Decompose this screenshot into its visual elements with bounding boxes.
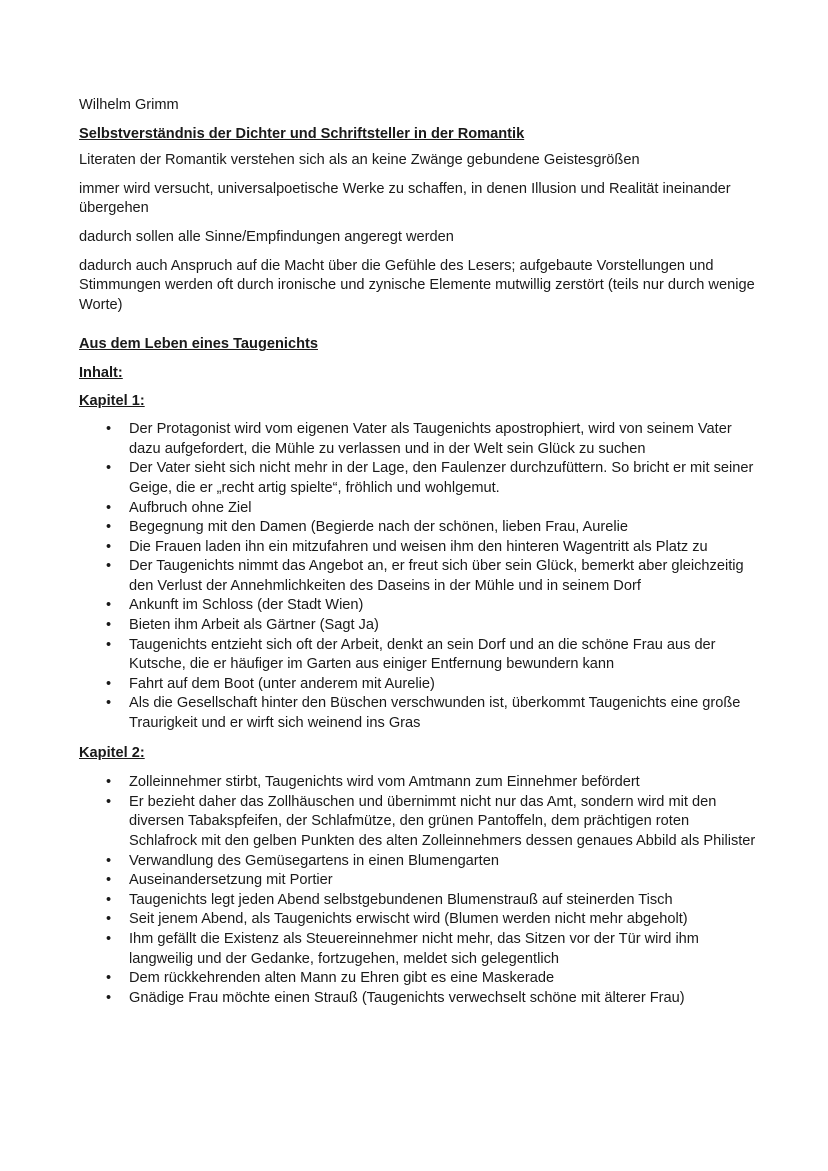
paragraph: Literaten der Romantik verstehen sich als an keine Zwänge gebundene Geistesgrößen (79, 152, 640, 169)
list-item: • Gnädige Frau möchte einen Strauß (Taugenichts verwechselt schöne mit älterer Frau) (79, 989, 759, 1009)
chapter2-list (79, 773, 759, 1008)
list-item: • Der Protagonist wird vom eigenen Vater als Taugenichts apostrophiert, wird von seinem Vater dazu aufgefordert, die Mühle zu verlassen und in der Welt sein Glück zu suchen (106, 421, 732, 457)
list-item: • Ihm gefällt die Existenz als Steuereinnehmer nicht mehr, das Sitzen vor der Tür wird ihm langweilig und der Gedanke, fortzugehen, meldet sich gelegentlich (106, 930, 699, 967)
paragraph: dadurch auch Anspruch auf die Macht über die Gefühle des Lesers; aufgebaute Vorstellungen und Stimmungen werden oft durch ironische und zynische Elemente mutwillig zerstört (teils nur durch wenige Worte) (79, 257, 755, 313)
bullet-icon: • (106, 597, 112, 614)
page-title: Selbstverständnis der Dichter und Schriftsteller in der Romantik (79, 125, 525, 142)
bullet-icon: • (106, 617, 112, 634)
paragraph: dadurch sollen alle Sinne/Empfindungen angeregt werden (79, 228, 454, 245)
list-item: • Dem rückkehrenden alten Mann zu Ehren gibt es eine Maskerade (79, 969, 759, 989)
section-title: Aus dem Leben eines Taugenichts (79, 336, 318, 353)
bullet-icon: • (106, 891, 112, 908)
chapter1-list (79, 420, 759, 734)
bullet-icon: • (106, 675, 112, 692)
bullet-icon: • (106, 421, 112, 438)
author-name: Wilhelm Grimm (79, 97, 179, 113)
bullet-icon: • (106, 460, 112, 477)
bullet-icon: • (106, 930, 112, 947)
paragraph: immer wird versucht, universalpoetische Werke zu schaffen, in denen Illusion und Realität ineinander übergehen (79, 180, 731, 217)
list-item: • Verwandlung des Gemüsegartens in einen Blumengarten (79, 852, 759, 872)
list-item: • Auseinandersetzung mit Portier (79, 871, 759, 891)
inhalt-heading: Inhalt: (79, 364, 123, 381)
list-item: • Der Vater sieht sich nicht mehr in der Lage, den Faulenzer durchzufüttern. So bricht er mit seiner Geige, die er „recht artig spielte“, fröhlich und wohlgemut. (106, 460, 754, 496)
bullet-icon: • (106, 793, 112, 810)
list-item: • Als die Gesellschaft hinter den Büschen verschwunden ist, überkommt Taugenichts eine große Traurigkeit und er wirft sich weinend ins Gras (106, 695, 741, 732)
bullet-icon: • (106, 695, 112, 712)
list-item: • Taugenichts legt jeden Abend selbstgebundenen Blumenstrauß auf steinerden Tisch (79, 891, 759, 911)
list-item: • Bieten ihm Arbeit als Gärtner (Sagt Ja) (79, 616, 759, 636)
document-body (79, 96, 759, 1016)
chapter2-heading: Kapitel 2: (79, 744, 145, 761)
bullet-icon: • (106, 499, 112, 516)
list-item: • Taugenichts entzieht sich oft der Arbeit, denkt an sein Dorf und an die schöne Frau aus der Kutsche, die er häufiger im Garten aus einiger Entfernung bewundern kann (106, 636, 716, 673)
bullet-icon: • (106, 911, 112, 928)
list-item: • Die Frauen laden ihn ein mitzufahren und weisen ihm den hinteren Wagentritt als Platz zu (79, 538, 759, 558)
list-item: • Der Taugenichts nimmt das Angebot an, er freut sich über sein Glück, bemerkt aber gleichzeitig den Verlust der Annehmlichkeiten des Daseins in der Mühle und in seinem Dorf (106, 558, 744, 594)
list-item: • Er bezieht daher das Zollhäuschen und übernimmt nicht nur das Amt, sondern wird mit den diversen Tabakspfeifen, der Schlafmütze, den grünen Pantoffeln, dem prächtigen roten Schlafrock mit den gelben Punkten des alten Zolleinnehmers dessen genaues Abbild als Philister (106, 793, 756, 849)
bullet-icon: • (106, 519, 112, 536)
bullet-icon: • (106, 774, 112, 791)
list-item: • Ankunft im Schloss (der Stadt Wien) (79, 596, 759, 616)
list-item: • Fahrt auf dem Boot (unter anderem mit Aurelie) (79, 675, 759, 695)
bullet-icon: • (106, 852, 112, 869)
list-item: • Seit jenem Abend, als Taugenichts erwischt wird (Blumen werden nicht mehr abgeholt) (79, 910, 759, 930)
bullet-icon: • (106, 989, 112, 1006)
list-item: • Aufbruch ohne Ziel (79, 499, 759, 519)
bullet-icon: • (106, 872, 112, 889)
bullet-icon: • (106, 970, 112, 987)
bullet-icon: • (106, 636, 112, 653)
bullet-icon: • (106, 558, 112, 575)
list-item: • Zolleinnehmer stirbt, Taugenichts wird vom Amtmann zum Einnehmer befördert (79, 773, 759, 793)
chapter1-heading: Kapitel 1: (79, 392, 145, 409)
list-item: • Begegnung mit den Damen (Begierde nach der schönen, lieben Frau, Aurelie (79, 518, 759, 538)
bullet-icon: • (106, 538, 112, 555)
